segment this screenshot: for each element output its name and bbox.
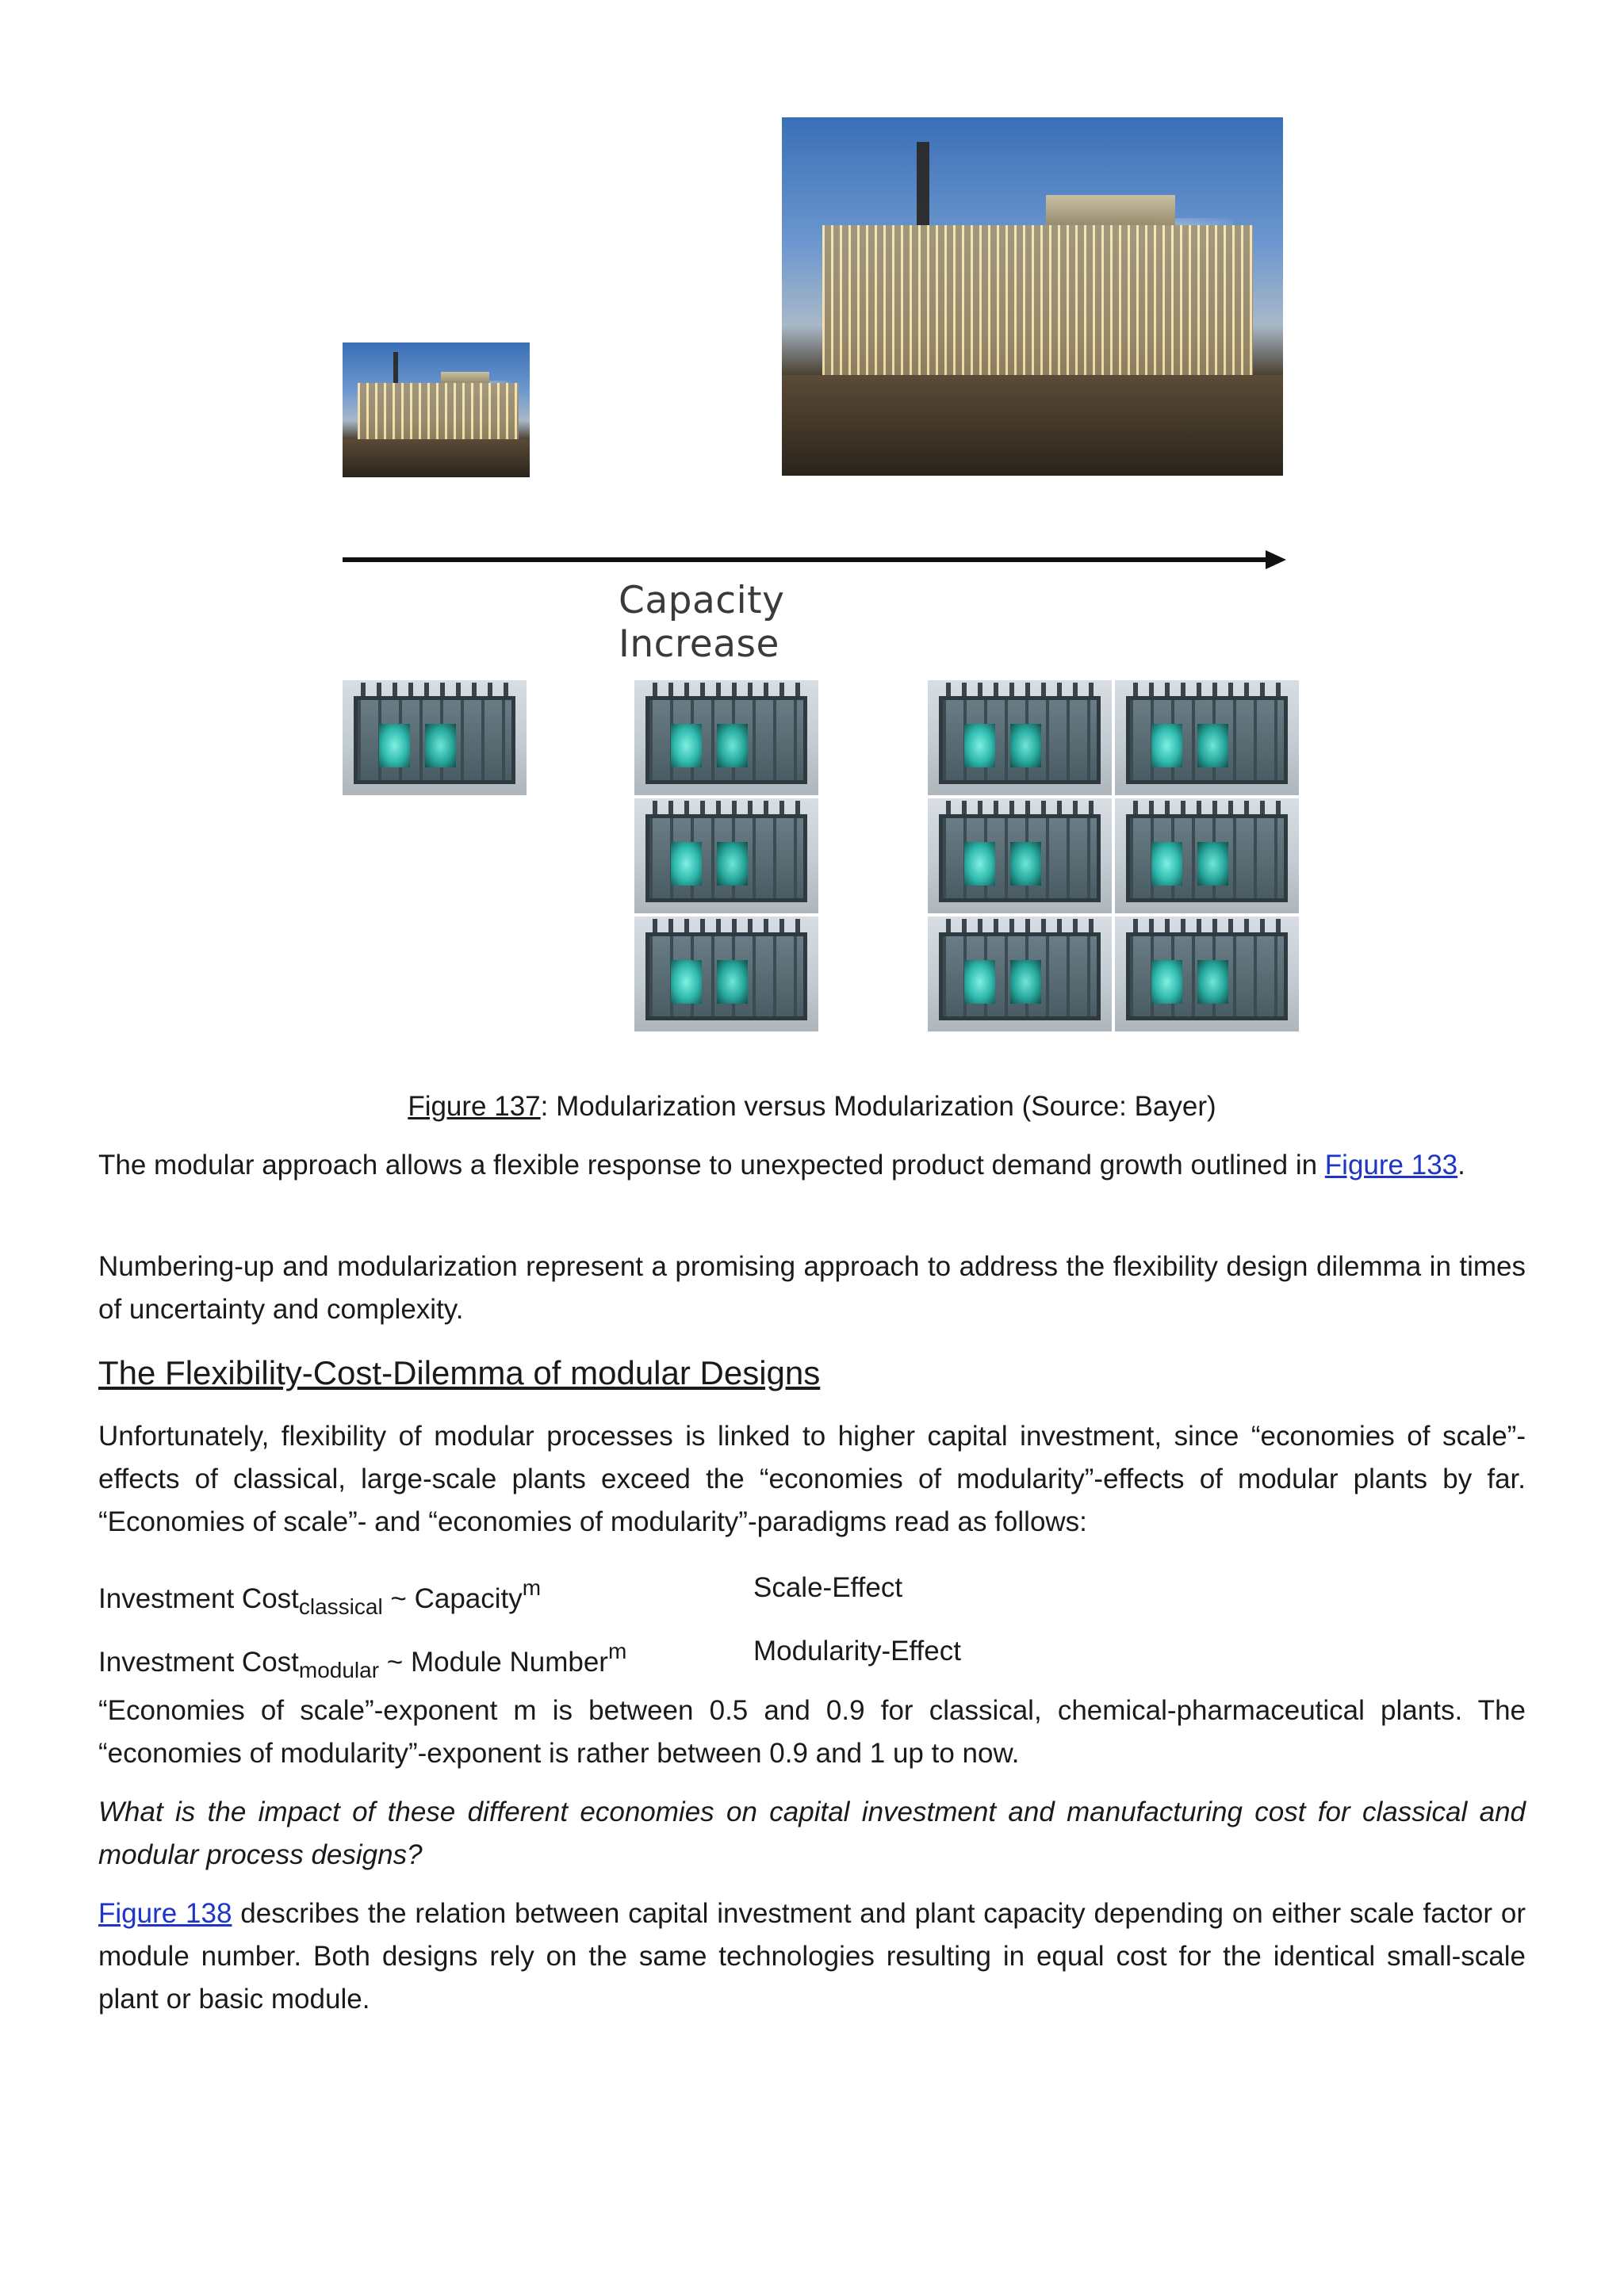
formula-lhs: Investment Cost [98, 1583, 299, 1614]
module-photo [1115, 916, 1299, 1031]
capacity-increase-label: Capacity Increase [619, 579, 785, 666]
module-photo [1115, 680, 1299, 795]
paragraph-figure-138 [98, 1892, 1526, 2021]
paragraph-question: What is the impact of these different economies on capital investment and manufacturing cost for classical and modular process designs? [98, 1797, 1526, 1870]
formula-relation: ~ Capacity [382, 1583, 523, 1614]
module-photo [343, 680, 527, 795]
module-photo [634, 798, 818, 913]
formula-exponent: m [522, 1575, 542, 1600]
paragraph-text: The modular approach allows a flexible response to unexpected product demand growth outlined in [98, 1150, 1325, 1181]
paragraph-numbering-up: Numbering-up and modularization represent a promising approach to address the flexibility design dilemma in times of uncertainty and complexity. [98, 1251, 1526, 1325]
paragraph-exponent: “Economies of scale”-exponent m is between 0.5 and 0.9 for classical, chemical-pharmaceutical plants. The “economies of modularity”-exponent is rather between 0.9 and 1 up to now. [98, 1695, 1526, 1769]
module-photo [928, 680, 1112, 795]
small-plant-photo [343, 342, 530, 477]
paragraph-text: . [1457, 1150, 1465, 1181]
formula-classical [98, 1567, 541, 1628]
figure-caption [0, 1086, 1624, 1127]
caption-figure-ref: Figure 137 [408, 1091, 541, 1122]
capacity-arrow [343, 550, 1286, 569]
formula-lhs: Investment Cost [98, 1647, 299, 1678]
formula-exponent: m [607, 1639, 627, 1663]
modularity-effect-label: Modularity-Effect [753, 1636, 961, 1667]
formula-subscript: classical [298, 1594, 383, 1619]
module-photo [928, 798, 1112, 913]
section-heading: The Flexibility-Cost-Dilemma of modular Designs [98, 1354, 821, 1391]
large-plant-photo [782, 117, 1283, 476]
paragraph-economies: Unfortunately, flexibility of modular processes is linked to higher capital investment, since “economies of scale”-effects of classical, large-scale plants exceed the “economies of modularity”-effects of modular plants by far. “Economies of scale”- and “economies of modularity”-paradigms read as follows: [98, 1421, 1526, 1537]
figure-133-link[interactable]: Figure 133 [1324, 1150, 1458, 1181]
module-photo [928, 916, 1112, 1031]
module-photo [634, 680, 818, 795]
module-photo [634, 916, 818, 1031]
figure-137 [0, 0, 1624, 1054]
formula-subscript: modular [298, 1658, 380, 1682]
formula-relation: ~ Module Number [379, 1647, 608, 1678]
paragraph-text: describes the relation between capital investment and plant capacity depending on either scale factor or module number. Both designs rely on the same technologies resulting in equal cost for the identical small-scale plant or basic module. [98, 1898, 1526, 2015]
figure-138-link[interactable]: Figure 138 [98, 1898, 232, 1929]
caption-text: : Modularization versus Modularization (Source: Bayer) [540, 1091, 1216, 1122]
module-photo [1115, 798, 1299, 913]
scale-effect-label: Scale-Effect [753, 1572, 903, 1603]
paragraph-modular-approach [98, 1144, 1526, 1187]
formula-modular [98, 1630, 626, 1692]
